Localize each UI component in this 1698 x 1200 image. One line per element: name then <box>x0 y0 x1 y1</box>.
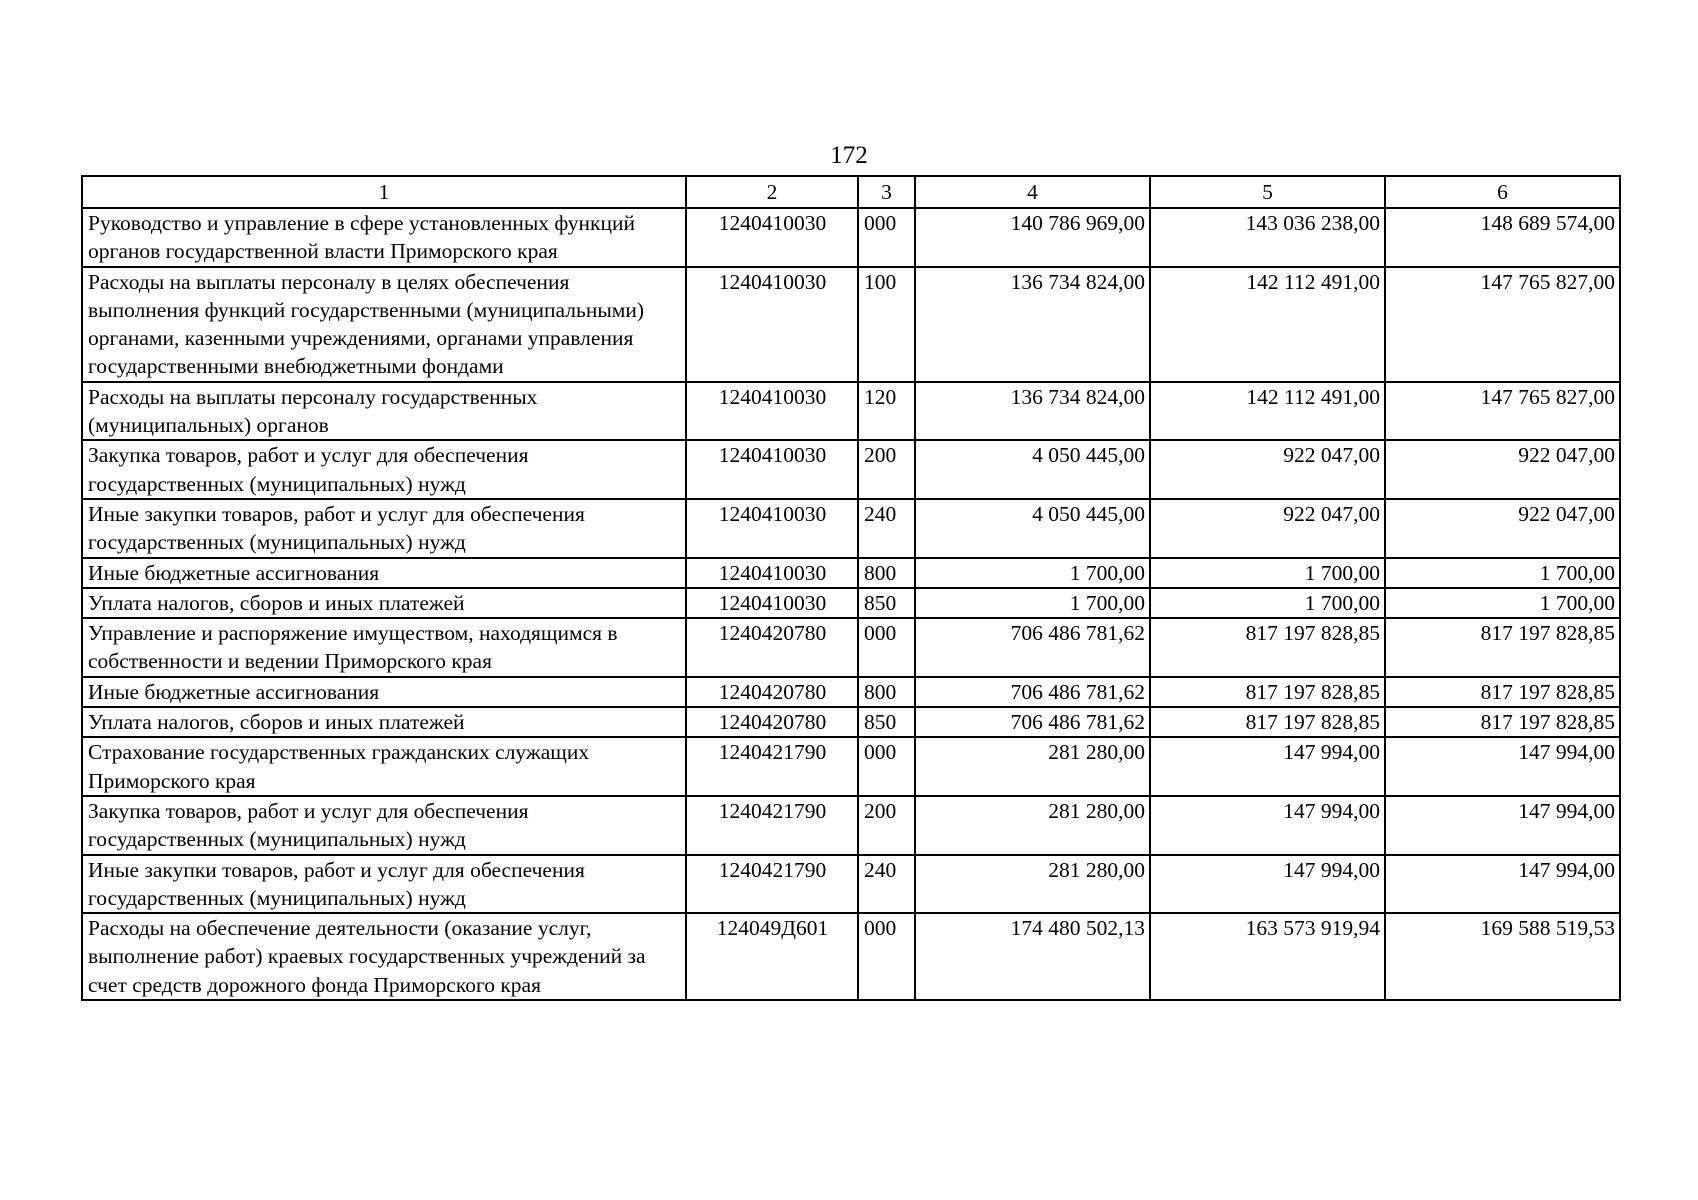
expense-name: Уплата налогов, сборов и иных платежей <box>82 707 686 737</box>
expense-type-code: 850 <box>858 588 915 618</box>
expense-name: Иные бюджетные ассигнования <box>82 558 686 588</box>
amount-col-5: 143 036 238,00 <box>1150 208 1385 267</box>
column-header-4: 4 <box>915 176 1150 208</box>
expense-type-code: 000 <box>858 737 915 796</box>
target-code: 1240410030 <box>686 382 858 441</box>
column-header-6: 6 <box>1385 176 1620 208</box>
amount-col-6: 147 765 827,00 <box>1385 267 1620 382</box>
amount-col-6: 1 700,00 <box>1385 558 1620 588</box>
expense-name: Управление и распоряжение имуществом, находящимся в собственности и ведении Приморского края <box>82 618 686 677</box>
amount-col-5: 147 994,00 <box>1150 796 1385 855</box>
amount-col-6: 922 047,00 <box>1385 440 1620 499</box>
table-row <box>82 855 1620 914</box>
amount-col-4: 706 486 781,62 <box>915 618 1150 677</box>
amount-col-4: 281 280,00 <box>915 796 1150 855</box>
expense-type-code: 000 <box>858 618 915 677</box>
amount-col-6: 147 994,00 <box>1385 855 1620 914</box>
amount-col-4: 706 486 781,62 <box>915 677 1150 707</box>
amount-col-4: 1 700,00 <box>915 588 1150 618</box>
amount-col-5: 147 994,00 <box>1150 855 1385 914</box>
expense-name: Иные бюджетные ассигнования <box>82 677 686 707</box>
amount-col-6: 147 994,00 <box>1385 737 1620 796</box>
amount-col-4: 136 734 824,00 <box>915 382 1150 441</box>
expense-name: Расходы на выплаты персоналу в целях обеспечения выполнения функций государственными (муниципальными) органами, казенными учреждениями, органами управления государственными внебюджетными фондами <box>82 267 686 382</box>
column-header-1: 1 <box>82 176 686 208</box>
expense-type-code: 240 <box>858 855 915 914</box>
amount-col-6: 147 765 827,00 <box>1385 382 1620 441</box>
amount-col-5: 817 197 828,85 <box>1150 677 1385 707</box>
page-number: 172 <box>830 142 868 169</box>
amount-col-4: 706 486 781,62 <box>915 707 1150 737</box>
table-row <box>82 707 1620 737</box>
amount-col-5: 142 112 491,00 <box>1150 267 1385 382</box>
expense-type-code: 200 <box>858 440 915 499</box>
amount-col-6: 922 047,00 <box>1385 499 1620 558</box>
target-code: 124049Д601 <box>686 913 858 1000</box>
target-code: 1240410030 <box>686 440 858 499</box>
table-row <box>82 499 1620 558</box>
amount-col-4: 1 700,00 <box>915 558 1150 588</box>
target-code: 1240421790 <box>686 796 858 855</box>
table-row <box>82 588 1620 618</box>
expense-type-code: 120 <box>858 382 915 441</box>
amount-col-4: 281 280,00 <box>915 855 1150 914</box>
amount-col-5: 817 197 828,85 <box>1150 707 1385 737</box>
target-code: 1240410030 <box>686 499 858 558</box>
expense-type-code: 240 <box>858 499 915 558</box>
amount-col-5: 163 573 919,94 <box>1150 913 1385 1000</box>
expense-type-code: 800 <box>858 677 915 707</box>
amount-col-5: 922 047,00 <box>1150 499 1385 558</box>
target-code: 1240420780 <box>686 707 858 737</box>
target-code: 1240421790 <box>686 855 858 914</box>
amount-col-5: 142 112 491,00 <box>1150 382 1385 441</box>
amount-col-4: 281 280,00 <box>915 737 1150 796</box>
expense-name: Закупка товаров, работ и услуг для обеспечения государственных (муниципальных) нужд <box>82 796 686 855</box>
expense-type-code: 000 <box>858 208 915 267</box>
expense-name: Иные закупки товаров, работ и услуг для обеспечения государственных (муниципальных) нужд <box>82 855 686 914</box>
expense-name: Расходы на выплаты персоналу государственных (муниципальных) органов <box>82 382 686 441</box>
budget-table <box>81 175 1621 1001</box>
amount-col-4: 140 786 969,00 <box>915 208 1150 267</box>
amount-col-4: 4 050 445,00 <box>915 499 1150 558</box>
amount-col-4: 136 734 824,00 <box>915 267 1150 382</box>
amount-col-5: 1 700,00 <box>1150 558 1385 588</box>
table-row <box>82 737 1620 796</box>
expense-name: Страхование государственных гражданских служащих Приморского края <box>82 737 686 796</box>
amount-col-5: 817 197 828,85 <box>1150 618 1385 677</box>
target-code: 1240421790 <box>686 737 858 796</box>
expense-name: Уплата налогов, сборов и иных платежей <box>82 588 686 618</box>
table-row <box>82 796 1620 855</box>
amount-col-5: 922 047,00 <box>1150 440 1385 499</box>
amount-col-6: 147 994,00 <box>1385 796 1620 855</box>
table-body <box>82 208 1620 1000</box>
column-header-3: 3 <box>858 176 915 208</box>
target-code: 1240410030 <box>686 588 858 618</box>
expense-name: Закупка товаров, работ и услуг для обеспечения государственных (муниципальных) нужд <box>82 440 686 499</box>
table-row <box>82 382 1620 441</box>
table-row <box>82 208 1620 267</box>
expense-name: Иные закупки товаров, работ и услуг для обеспечения государственных (муниципальных) нужд <box>82 499 686 558</box>
table-row <box>82 267 1620 382</box>
table-row <box>82 440 1620 499</box>
amount-col-4: 4 050 445,00 <box>915 440 1150 499</box>
expense-name: Руководство и управление в сфере установленных функций органов государственной власти Приморского края <box>82 208 686 267</box>
expense-name: Расходы на обеспечение деятельности (оказание услуг, выполнение работ) краевых государственных учреждений за счет средств дорожного фонда Приморского края <box>82 913 686 1000</box>
target-code: 1240410030 <box>686 267 858 382</box>
amount-col-6: 169 588 519,53 <box>1385 913 1620 1000</box>
amount-col-6: 817 197 828,85 <box>1385 618 1620 677</box>
amount-col-5: 147 994,00 <box>1150 737 1385 796</box>
table-header-row <box>82 176 1620 208</box>
expense-type-code: 200 <box>858 796 915 855</box>
expense-type-code: 100 <box>858 267 915 382</box>
target-code: 1240420780 <box>686 677 858 707</box>
table-row <box>82 913 1620 1000</box>
amount-col-6: 1 700,00 <box>1385 588 1620 618</box>
target-code: 1240410030 <box>686 208 858 267</box>
amount-col-6: 817 197 828,85 <box>1385 677 1620 707</box>
column-header-5: 5 <box>1150 176 1385 208</box>
table-row <box>82 558 1620 588</box>
table-row <box>82 677 1620 707</box>
expense-type-code: 000 <box>858 913 915 1000</box>
target-code: 1240420780 <box>686 618 858 677</box>
amount-col-5: 1 700,00 <box>1150 588 1385 618</box>
column-header-2: 2 <box>686 176 858 208</box>
amount-col-6: 148 689 574,00 <box>1385 208 1620 267</box>
target-code: 1240410030 <box>686 558 858 588</box>
amount-col-4: 174 480 502,13 <box>915 913 1150 1000</box>
expense-type-code: 850 <box>858 707 915 737</box>
amount-col-6: 817 197 828,85 <box>1385 707 1620 737</box>
table-row <box>82 618 1620 677</box>
expense-type-code: 800 <box>858 558 915 588</box>
